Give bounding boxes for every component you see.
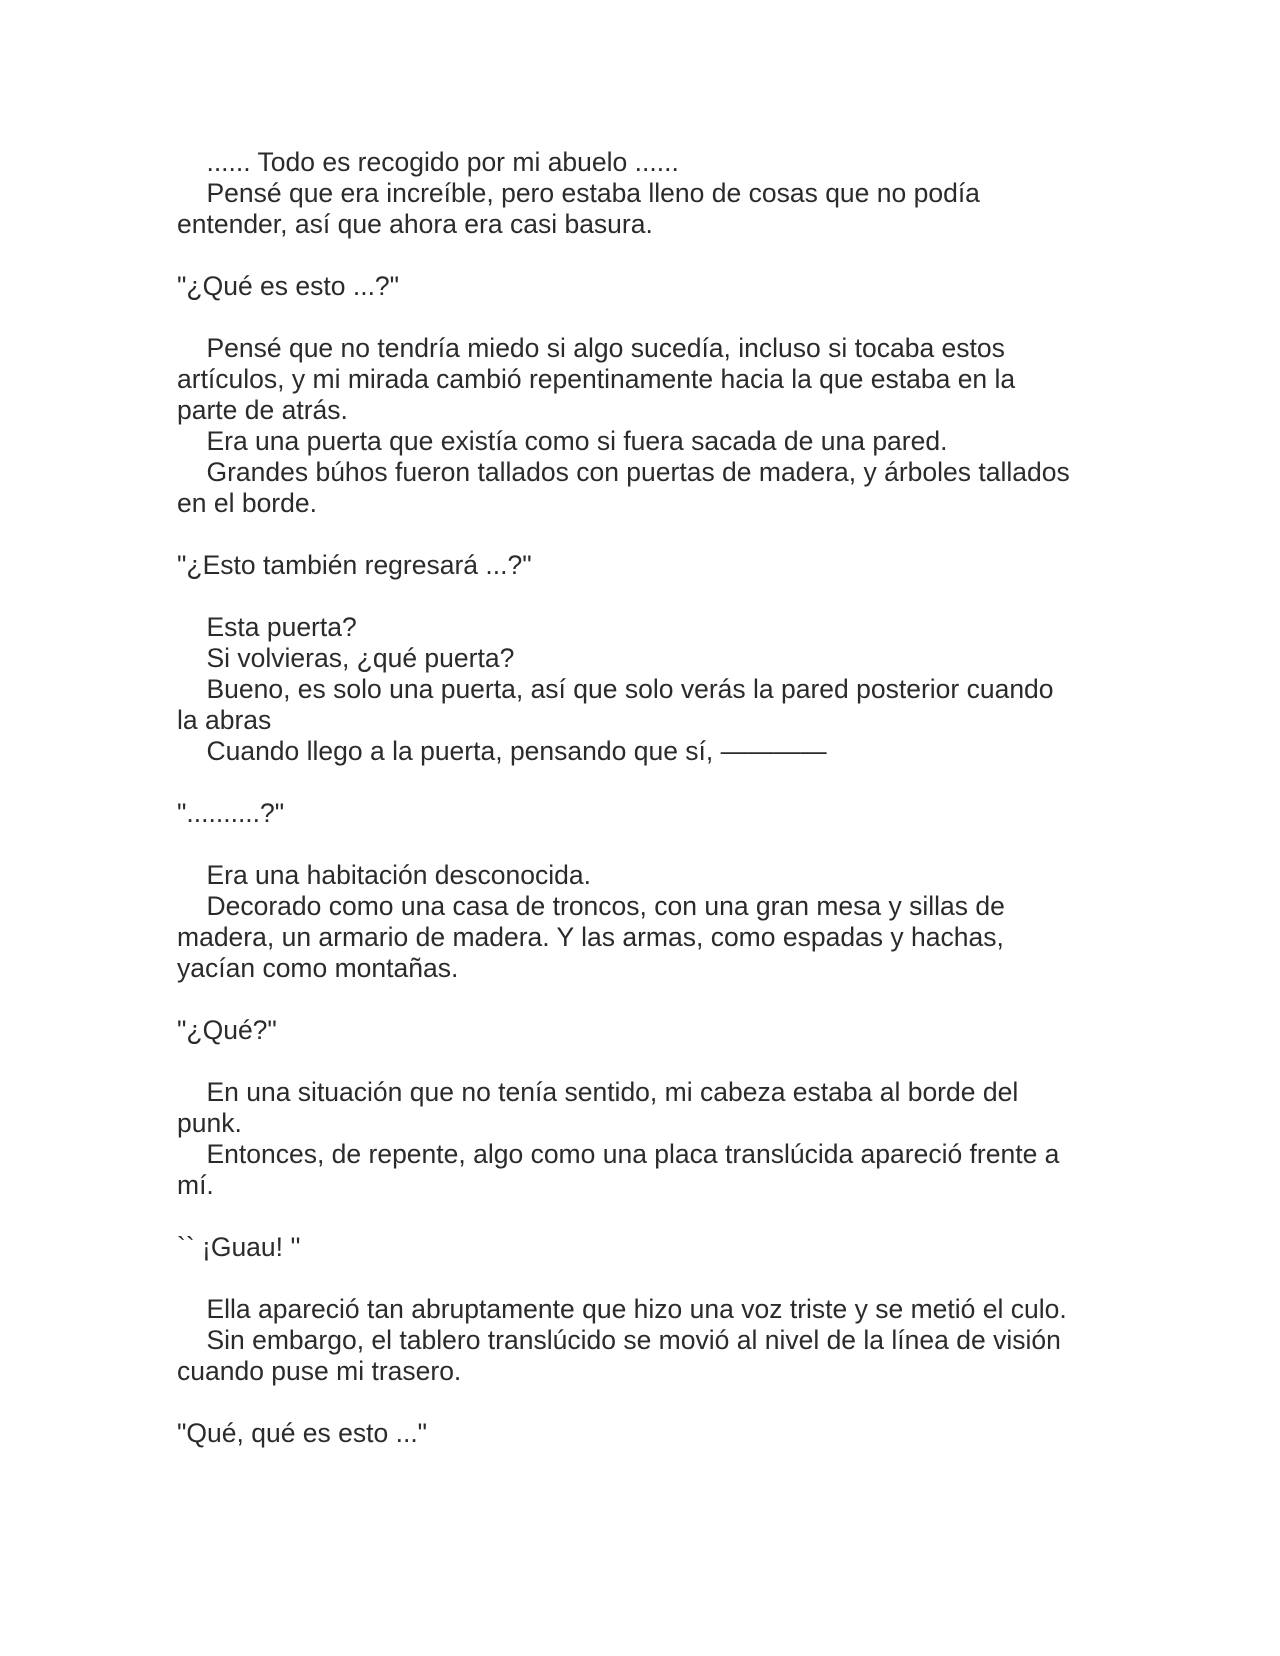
text-line: yacían como montañas. bbox=[177, 953, 459, 983]
text-line: parte de atrás. bbox=[177, 395, 348, 425]
text-line: entender, así que ahora era casi basura. bbox=[177, 209, 653, 239]
text-line: mí. bbox=[177, 1170, 214, 1200]
text-line: artículos, y mi mirada cambió repentinamente hacia la que estaba en la bbox=[177, 364, 1016, 394]
blank-line bbox=[177, 302, 1097, 333]
dialogue-line: "¿Esto también regresará ...?" bbox=[177, 550, 532, 580]
text-line: punk. bbox=[177, 1108, 242, 1138]
blank-line bbox=[177, 1046, 1097, 1077]
text-line: Cuando llego a la puerta, pensando que sí, ———— bbox=[177, 736, 827, 766]
dialogue-line: "¿Qué?" bbox=[177, 1015, 277, 1045]
text-line: Pensé que era increíble, pero estaba lleno de cosas que no podía bbox=[177, 178, 980, 208]
text-line: Entonces, de repente, algo como una placa translúcida apareció frente a bbox=[177, 1139, 1060, 1169]
text-line: Era una puerta que existía como si fuera sacada de una pared. bbox=[177, 426, 948, 456]
blank-line bbox=[177, 519, 1097, 550]
text-line: madera, un armario de madera. Y las armas, como espadas y hachas, bbox=[177, 922, 1004, 952]
text-line: Si volvieras, ¿qué puerta? bbox=[177, 643, 515, 673]
text-line: Era una habitación desconocida. bbox=[177, 860, 591, 890]
text-line: en el borde. bbox=[177, 488, 317, 518]
dialogue-line: `` ¡Guau! '' bbox=[177, 1232, 301, 1262]
document-body bbox=[177, 147, 1097, 1449]
blank-line bbox=[177, 829, 1097, 860]
blank-line bbox=[177, 240, 1097, 271]
text-line: ...... Todo es recogido por mi abuelo ...... bbox=[177, 147, 679, 177]
text-line: Decorado como una casa de troncos, con una gran mesa y sillas de bbox=[177, 891, 1005, 921]
blank-line bbox=[177, 581, 1097, 612]
dialogue-line: "¿Qué es esto ...?" bbox=[177, 271, 400, 301]
text-line: Bueno, es solo una puerta, así que solo verás la pared posterior cuando bbox=[177, 674, 1054, 704]
text-line: En una situación que no tenía sentido, mi cabeza estaba al borde del bbox=[177, 1077, 1019, 1107]
blank-line bbox=[177, 767, 1097, 798]
dialogue-line: "Qué, qué es esto ..." bbox=[177, 1418, 428, 1448]
text-line: Sin embargo, el tablero translúcido se movió al nivel de la línea de visión bbox=[177, 1325, 1061, 1355]
dialogue-line: "..........?" bbox=[177, 798, 285, 828]
text-line: Ella apareció tan abruptamente que hizo una voz triste y se metió el culo. bbox=[177, 1294, 1067, 1324]
blank-line bbox=[177, 1387, 1097, 1418]
blank-line bbox=[177, 1201, 1097, 1232]
text-line: la abras bbox=[177, 705, 272, 735]
text-line: cuando puse mi trasero. bbox=[177, 1356, 462, 1386]
blank-line bbox=[177, 984, 1097, 1015]
blank-line bbox=[177, 1263, 1097, 1294]
text-line: Esta puerta? bbox=[177, 612, 357, 642]
text-line: Pensé que no tendría miedo si algo sucedía, incluso si tocaba estos bbox=[177, 333, 1005, 363]
text-line: Grandes búhos fueron tallados con puertas de madera, y árboles tallados bbox=[177, 457, 1070, 487]
